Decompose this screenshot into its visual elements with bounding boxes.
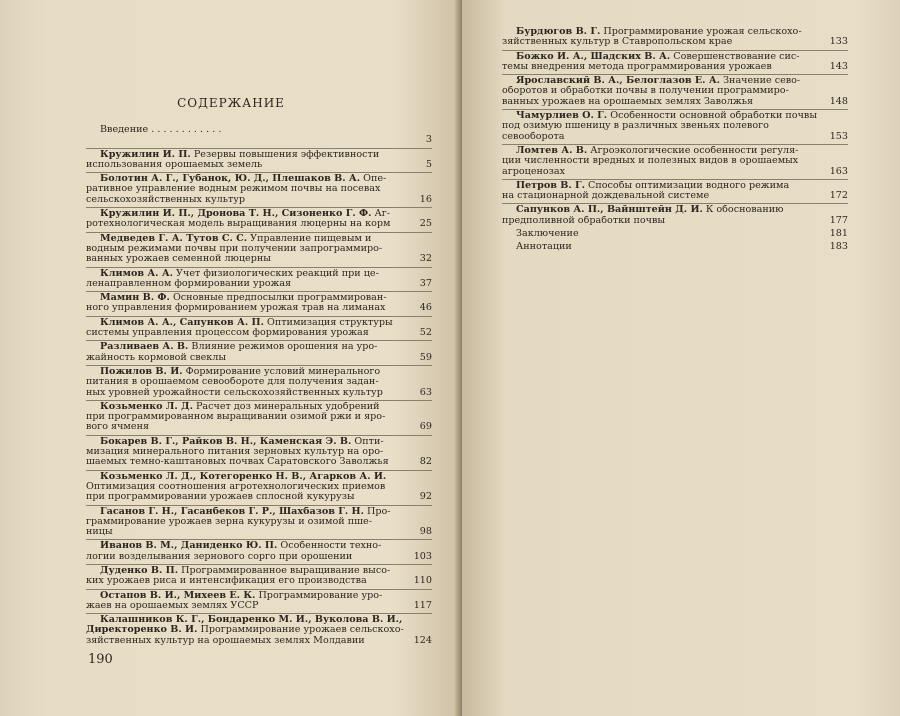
toc-entry-page: 25 bbox=[419, 219, 432, 230]
toc-entry bbox=[86, 539, 432, 562]
toc-entry bbox=[502, 50, 848, 73]
toc-entry-title: логии возделывания зернового сорго при орошении bbox=[86, 551, 353, 562]
toc-entry-line bbox=[86, 160, 432, 170]
toc-entry-title: Влияние режимов орошения на уро- bbox=[188, 342, 378, 353]
toc-entry bbox=[86, 172, 432, 205]
toc-entry-line bbox=[502, 156, 848, 166]
toc-entry-line bbox=[502, 121, 848, 131]
toc-entry-authors: Кружилин И. П., Дронова Т. Н., Сизоненко Г. Ф. bbox=[100, 209, 372, 220]
toc-entry-title: Программирование урожаев сельскохо- bbox=[197, 625, 404, 636]
toc-entry-line bbox=[86, 234, 432, 244]
toc-entry-line bbox=[86, 244, 432, 254]
toc-entry-page: 133 bbox=[829, 37, 848, 48]
toc-entry-title: Программированное выращивание высо- bbox=[178, 565, 391, 576]
toc-entry-line bbox=[502, 167, 848, 177]
toc-entry-line bbox=[502, 86, 848, 96]
toc-entry-line bbox=[86, 576, 432, 586]
toc-entry-title: системы управления процессом формирования урожая bbox=[86, 328, 369, 339]
toc-entry bbox=[502, 74, 848, 107]
toc-entry-authors: Калашников К. Г., Бондаренко М. И., Вуколова В. И., bbox=[100, 615, 403, 626]
toc-entry-title: ницы bbox=[86, 527, 113, 538]
toc-entry-page: 148 bbox=[829, 96, 848, 107]
toc-entry-title: ного управления формированием урожая трав на лиманах bbox=[86, 303, 386, 314]
toc-list-right bbox=[502, 26, 848, 255]
toc-entry-title: Оптимизация структуры bbox=[263, 317, 393, 328]
toc-entry bbox=[86, 267, 432, 290]
toc-entry-line bbox=[86, 457, 432, 467]
toc-entry-authors: Бокарев В. Г., Райков В. Н., Каменская Э. В. bbox=[100, 436, 352, 447]
toc-entry-title: граммирование урожаев зерна кукурузы и озимой пше- bbox=[86, 516, 372, 527]
toc-entry-line bbox=[502, 191, 848, 201]
toc-entry-authors: Медведев Г. А. Тутов С. С. bbox=[100, 233, 248, 244]
toc-entry-page: 92 bbox=[419, 492, 432, 503]
toc-entry-authors: Бурдюгов В. Г. bbox=[516, 27, 601, 37]
toc-entry-line bbox=[86, 591, 432, 601]
toc-entry-authors: Гасанов Г. Н., Гасанбеков Г. Р., Шахбазов Г. Н. bbox=[100, 506, 364, 517]
toc-entry-line bbox=[502, 111, 848, 121]
toc-entry-line bbox=[86, 318, 432, 328]
toc-entry-line bbox=[86, 174, 432, 184]
toc-entry-line bbox=[86, 328, 432, 338]
toc-entry bbox=[86, 470, 432, 503]
toc-entry-page: 63 bbox=[419, 387, 432, 398]
toc-entry-title: мизация минерального питания зерновых культур на оро- bbox=[86, 447, 384, 458]
toc-entry-authors: Козьменко Л. Д., Котегоренко Н. В., Агарков А. И. bbox=[100, 471, 387, 482]
toc-entry-line bbox=[502, 62, 848, 72]
toc-entry-page: 16 bbox=[419, 194, 432, 205]
toc-entry-line bbox=[86, 135, 432, 145]
toc-entry-authors: Козьменко Л. Д. bbox=[100, 401, 193, 412]
toc-entry-line bbox=[86, 184, 432, 194]
toc-entry-line bbox=[86, 517, 432, 527]
page-number: 190 bbox=[88, 652, 113, 667]
toc-entry bbox=[86, 207, 432, 230]
toc-entry-title: Агроэкологические особенности регуля- bbox=[587, 145, 799, 156]
toc-entry-page: 124 bbox=[413, 635, 432, 646]
toc-entry-line bbox=[86, 422, 432, 432]
toc-entry-authors: Иванов В. М., Даниденко Ю. П. bbox=[100, 541, 278, 552]
toc-entry-page: 181 bbox=[829, 229, 848, 240]
toc-entry-line bbox=[86, 472, 432, 482]
toc-entry-page: 32 bbox=[419, 254, 432, 265]
toc-entry-title: Учет физиологических реакций при це- bbox=[173, 268, 379, 279]
toc-entry-page: 163 bbox=[829, 166, 848, 177]
toc-entry-title: питания в орошаемом севообороте для получения задан- bbox=[86, 377, 379, 388]
toc-entry-line bbox=[86, 625, 432, 635]
toc-entry-line bbox=[86, 269, 432, 279]
toc-entry-line bbox=[86, 293, 432, 303]
toc-entry-page: 37 bbox=[419, 278, 432, 289]
toc-entry-authors: Мамин В. Ф. bbox=[100, 293, 170, 304]
toc-entry-page: 82 bbox=[419, 457, 432, 468]
toc-entry-line bbox=[502, 181, 848, 191]
toc-entry-authors: Ярославский В. А., Белоглазов Е. А. bbox=[516, 76, 721, 87]
toc-entry-title: жайность кормовой свеклы bbox=[86, 352, 227, 363]
toc-entry bbox=[86, 124, 432, 146]
toc-entry-title: Заключение bbox=[516, 229, 579, 240]
toc-entry-line bbox=[502, 132, 848, 142]
toc-entry-page: 98 bbox=[419, 527, 432, 538]
toc-entry-title: зяйственных культур в Ставропольском крае bbox=[502, 37, 733, 48]
toc-entry-page: 59 bbox=[419, 352, 432, 363]
toc-entry-line bbox=[86, 492, 432, 502]
toc-entry-line bbox=[86, 279, 432, 289]
toc-entry-page: 153 bbox=[829, 131, 848, 142]
toc-entry-title: Резервы повышения эффективности bbox=[190, 149, 380, 160]
toc-entry-line bbox=[502, 52, 848, 62]
toc-entry-title: водным режимами почвы при получении запрограммиро- bbox=[86, 243, 383, 254]
toc-entry-title: Управление пищевым и bbox=[247, 233, 372, 244]
toc-entry-title: ванных урожаев семенной люцерны bbox=[86, 254, 271, 265]
toc-entry-title: оборотов и обработки почвы в получении программиро- bbox=[502, 86, 789, 97]
toc-entry-line bbox=[86, 195, 432, 205]
toc-list-left bbox=[86, 124, 432, 648]
toc-entry-line bbox=[86, 254, 432, 264]
toc-entry-title: Значение сево- bbox=[720, 76, 801, 87]
toc-entry-line bbox=[502, 216, 848, 226]
toc-entry-authors: Сапунков А. П., Вайнштейн Д. И. bbox=[516, 205, 703, 216]
toc-entry-line bbox=[502, 146, 848, 156]
toc-entry-title: ративное управление водным режимом почвы на посевах bbox=[86, 184, 381, 195]
toc-entry-title: ных уровней урожайности сельскохозяйственных культур bbox=[86, 387, 383, 398]
toc-entry-title: Основные предпосылки программирован- bbox=[169, 293, 387, 304]
toc-entry-line bbox=[86, 219, 432, 229]
toc-entry-page: 117 bbox=[413, 600, 432, 611]
toc-entry-title: Способы оптимизации водного режима bbox=[584, 180, 790, 191]
toc-entry-line bbox=[86, 447, 432, 457]
toc-entry bbox=[502, 109, 848, 142]
toc-entry-title: севооборота bbox=[502, 131, 565, 142]
toc-entry-page: 183 bbox=[829, 242, 848, 253]
toc-entry-page: 46 bbox=[419, 303, 432, 314]
toc-entry-title: ленаправленном формировании урожая bbox=[86, 278, 292, 289]
toc-entry-authors: Разливаев А. В. bbox=[100, 342, 189, 353]
toc-entry-line bbox=[86, 541, 432, 551]
toc-entry-line bbox=[86, 377, 432, 387]
toc-entry bbox=[502, 228, 848, 239]
toc-entry bbox=[86, 400, 432, 433]
toc-entry-line bbox=[86, 552, 432, 562]
toc-entry-title: Опе- bbox=[360, 174, 387, 185]
toc-entry-line bbox=[86, 636, 432, 646]
toc-entry bbox=[86, 316, 432, 339]
toc-entry-line bbox=[86, 353, 432, 363]
toc-entry-title: ротехнологическая модель выращивания люцерны на корм bbox=[86, 219, 391, 230]
toc-entry-title: сельскохозяйственных культур bbox=[86, 194, 246, 205]
toc-entry-title: Введение . . . . . . . . . . . . bbox=[100, 125, 222, 135]
toc-entry-title: зяйственных культур на орошаемых землях Молдавии bbox=[86, 635, 365, 646]
toc-entry-title: Особенности техно- bbox=[277, 541, 382, 552]
toc-entry-line bbox=[502, 76, 848, 86]
toc-entry bbox=[86, 232, 432, 265]
toc-entry-authors: Директоренко В. И. bbox=[86, 625, 198, 636]
toc-entry-authors: Кружилин И. П. bbox=[100, 149, 191, 160]
toc-entry-page: 69 bbox=[419, 422, 432, 433]
toc-entry bbox=[502, 179, 848, 202]
toc-entry-title: ванных урожаев на орошаемых землях Заволжья bbox=[502, 96, 754, 107]
toc-entry-title: Программирование уро- bbox=[255, 590, 383, 601]
toc-entry-line bbox=[86, 367, 432, 377]
toc-entry-line bbox=[86, 209, 432, 219]
toc-entry-authors: Петров В. Г. bbox=[516, 180, 585, 191]
toc-entry-title: Совершенствование сис- bbox=[670, 51, 800, 62]
toc-entry-page: 110 bbox=[413, 576, 432, 587]
toc-entry-authors: Ломтев А. В. bbox=[516, 145, 588, 156]
toc-entry-title: ких урожаев риса и интенсификация его производства bbox=[86, 576, 367, 587]
toc-entry-title: под озимую пшеницу в различных звеньях полевого bbox=[502, 121, 769, 132]
toc-entry-line bbox=[502, 242, 848, 252]
toc-entry bbox=[86, 148, 432, 171]
toc-entry-title: К обоснованию bbox=[702, 205, 784, 216]
toc-entry bbox=[86, 589, 432, 612]
toc-entry bbox=[502, 203, 848, 226]
toc-entry-page: 103 bbox=[413, 551, 432, 562]
toc-entry-line bbox=[86, 527, 432, 537]
toc-entry-line bbox=[502, 229, 848, 239]
toc-entry-line bbox=[86, 388, 432, 398]
toc-entry-title: Оптимизация соотношения агротехнологических приемов bbox=[86, 481, 386, 492]
toc-entry-title: жаев на орошаемых землях УССР bbox=[86, 600, 259, 611]
toc-entry-authors: Дуденко В. П. bbox=[100, 565, 179, 576]
toc-entry bbox=[86, 435, 432, 468]
toc-entry-line bbox=[86, 150, 432, 160]
toc-entry-page: 143 bbox=[829, 61, 848, 72]
toc-entry-line bbox=[502, 205, 848, 215]
toc-entry-page: 5 bbox=[425, 159, 432, 170]
toc-entry bbox=[86, 340, 432, 363]
toc-entry-authors: Остапов В. И., Михеев Е. К. bbox=[100, 590, 256, 601]
toc-entry-title: Аг- bbox=[371, 209, 391, 220]
toc-entry-title: агроценозах bbox=[502, 166, 566, 177]
toc-entry-title: Аннотации bbox=[516, 242, 572, 253]
toc-entry-authors: Климов А. А. bbox=[100, 268, 173, 279]
toc-entry-line bbox=[86, 507, 432, 517]
toc-entry bbox=[502, 144, 848, 177]
toc-entry bbox=[502, 241, 848, 252]
toc-entry-line bbox=[86, 437, 432, 447]
toc-entry-line bbox=[502, 97, 848, 107]
toc-entry-title: шаемых темно-каштановых почвах Саратовского Заволжья bbox=[86, 457, 389, 468]
toc-entry bbox=[86, 505, 432, 538]
toc-entry-title: при программированном выращивании озимой ржи и яро- bbox=[86, 412, 386, 423]
toc-entry-title: Особенности основной обработки почвы bbox=[607, 111, 817, 122]
toc-entry-title: при программировании урожаев сплосной кукурузы bbox=[86, 492, 355, 503]
toc-entry-line bbox=[86, 412, 432, 422]
toc-entry-title: Про- bbox=[363, 506, 391, 517]
toc-entry-title: темы внедрения метода программирования урожаев bbox=[502, 61, 772, 72]
toc-entry-page: 3 bbox=[425, 135, 432, 146]
toc-entry-authors: Чамурлиев О. Г. bbox=[516, 111, 608, 122]
toc-entry bbox=[86, 291, 432, 314]
toc-entry-line bbox=[502, 37, 848, 47]
toc-entry bbox=[502, 26, 848, 48]
toc-entry bbox=[86, 564, 432, 587]
toc-entry-line bbox=[86, 566, 432, 576]
toc-entry-title: Расчет доз минеральных удобрений bbox=[192, 401, 380, 412]
toc-entry-authors: Климов А. А., Сапунков А. П. bbox=[100, 317, 264, 328]
toc-entry-line bbox=[86, 615, 432, 625]
toc-entry-authors: Божко И. А., Шадских В. А. bbox=[516, 51, 671, 62]
toc-entry-line bbox=[86, 482, 432, 492]
toc-entry-title: на стационарной дождевальной системе bbox=[502, 191, 710, 202]
toc-entry-title: ции численности вредных и полезных видов в орошаемых bbox=[502, 156, 799, 167]
toc-entry-page: 52 bbox=[419, 328, 432, 339]
toc-title: СОДЕРЖАНИЕ bbox=[177, 96, 285, 110]
toc-entry-line bbox=[86, 125, 432, 135]
toc-entry-title: Опти- bbox=[351, 436, 384, 447]
toc-entry-authors: Болотин А. Г., Губанок, Ю. Д., Плешаков В. А. bbox=[100, 174, 361, 185]
toc-entry-line bbox=[86, 303, 432, 313]
toc-entry bbox=[86, 365, 432, 398]
toc-entry-title: предполивной обработки почвы bbox=[502, 215, 666, 226]
toc-entry-line bbox=[502, 27, 848, 37]
toc-entry-title: Формирование условий минерального bbox=[182, 366, 381, 377]
toc-entry-title: Программирование урожая сельскохо- bbox=[600, 27, 802, 37]
toc-entry-page: 172 bbox=[829, 191, 848, 202]
toc-entry-title: вого ячменя bbox=[86, 422, 150, 433]
toc-entry-line bbox=[86, 601, 432, 611]
toc-entry-authors: Пожилов В. И. bbox=[100, 366, 183, 377]
toc-entry bbox=[86, 613, 432, 646]
toc-entry-line bbox=[86, 402, 432, 412]
toc-entry-page: 177 bbox=[829, 215, 848, 226]
toc-entry-line bbox=[86, 342, 432, 352]
toc-entry-title: использования орошаемых земель bbox=[86, 159, 263, 170]
